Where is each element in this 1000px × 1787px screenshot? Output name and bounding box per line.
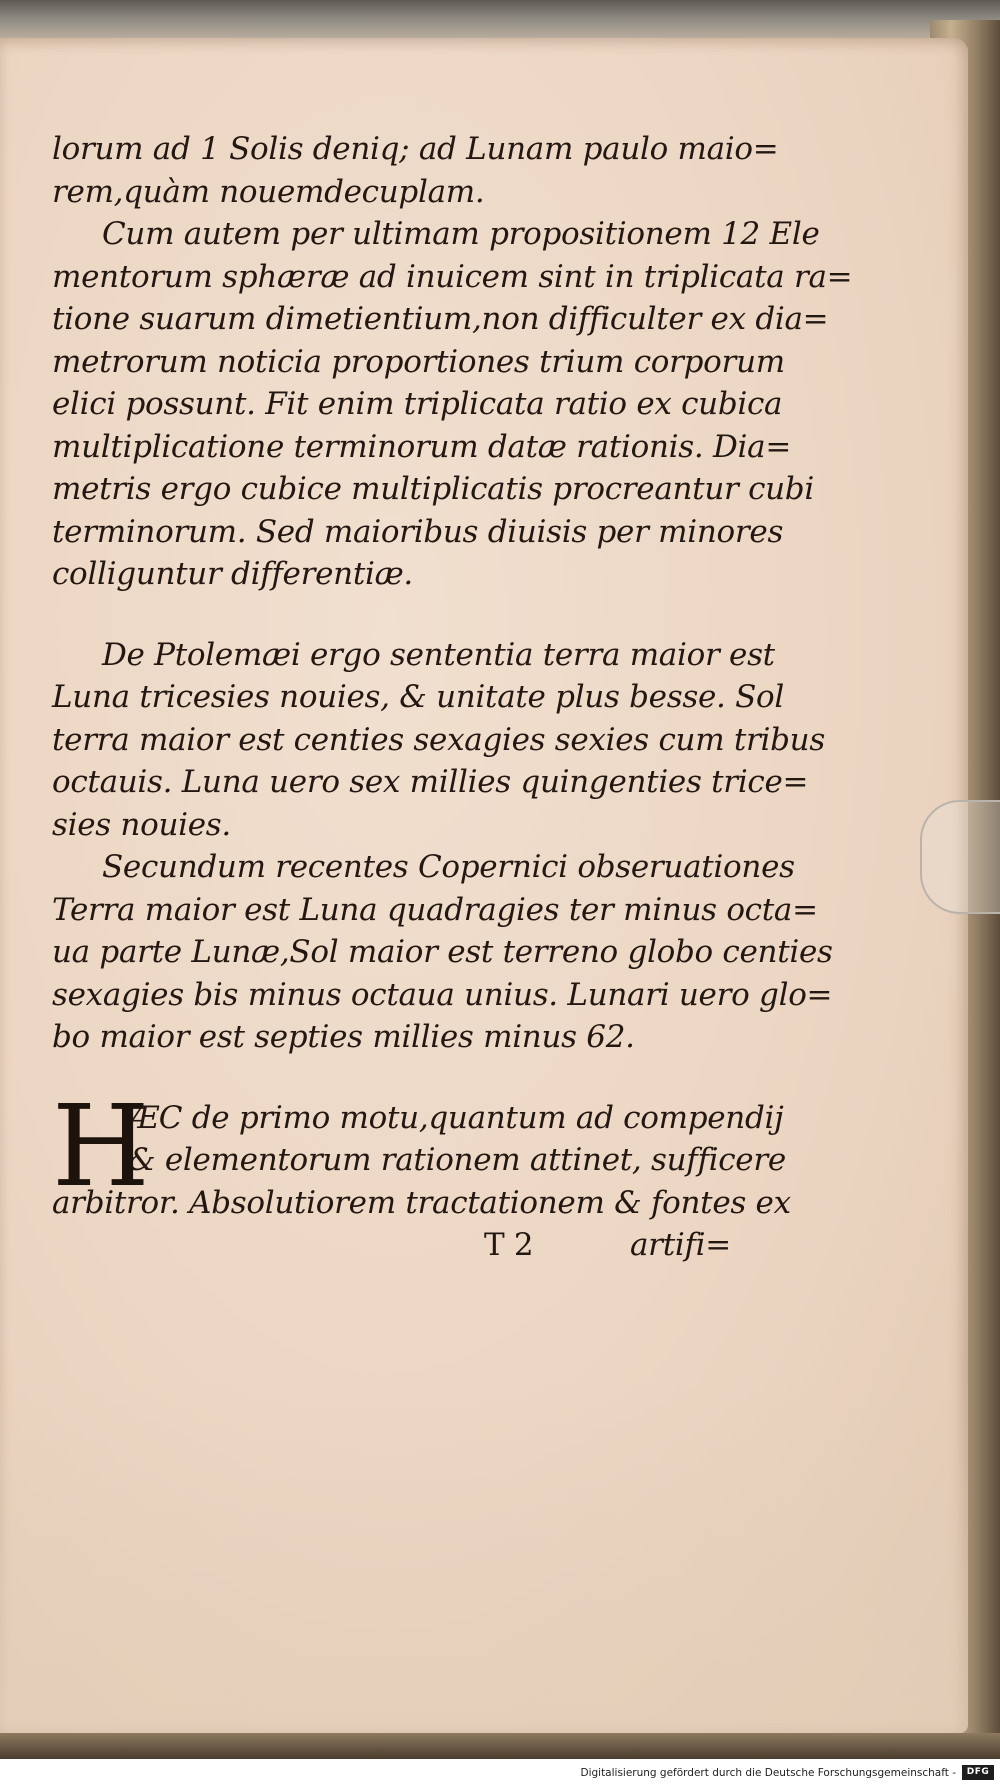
signature-mark: T 2 xyxy=(484,1227,534,1263)
drop-cap-paragraph xyxy=(52,1081,791,1225)
text-line: Terra maior est Luna quadragies ter minus octa= xyxy=(52,891,818,928)
text-line: tione suarum dimetientium,non difficulter ex dia= xyxy=(52,301,829,337)
text-line: metrorum noticia proportiones trium corporum xyxy=(52,343,785,380)
footer-credit-text: Digitalisierung gefördert durch die Deutsche Forschungsgemeinschaft - xyxy=(580,1767,956,1779)
paragraph-gap xyxy=(52,1059,732,1097)
catchword: artifi= xyxy=(630,1227,731,1263)
drop-cap-initial: H xyxy=(52,1081,150,1212)
text-line: sies nouies. xyxy=(52,806,231,843)
text-line: colliguntur differentiæ. xyxy=(52,556,413,592)
text-line: mentorum sphæræ ad inuicem sint in triplicata ra= xyxy=(52,258,853,295)
text-line: sexagies bis minus octaua unius. Lunari uero glo= xyxy=(52,976,833,1013)
text-line: Secundum recentes Copernici obseruationes xyxy=(102,849,795,885)
text-line: Cum autem per ultimam propositionem 12 Ele xyxy=(102,216,820,252)
text-line: elici possunt. Fit enim triplicata ratio ex cubica xyxy=(52,386,783,422)
page-bottom-edge xyxy=(0,1733,1000,1759)
page-lower-area xyxy=(0,1378,968,1733)
text-line: multiplicatione terminorum datæ rationis. Dia= xyxy=(52,428,791,465)
digitization-footer xyxy=(0,1759,1000,1787)
text-line: De Ptolemæi ergo sententia terra maior est xyxy=(102,636,775,673)
text-line: & elementorum rationem attinet, sufficere xyxy=(128,1142,786,1178)
page-top-edge xyxy=(0,0,1000,38)
page-clip xyxy=(920,800,1000,914)
text-line: bo maior est septies millies minus 62. xyxy=(52,1019,635,1055)
text-line: ÆC de primo motu,quantum ad compendij xyxy=(128,1099,784,1136)
text-line: octauis. Luna uero sex millies quingenties trice= xyxy=(52,764,809,800)
text-line: terra maior est centies sexagies sexies cum tribus xyxy=(52,721,825,758)
text-line: terminorum. Sed maioribus diuisis per minores xyxy=(52,513,784,550)
text-line: Luna tricesies nouies, & unitate plus besse. Sol xyxy=(52,679,785,715)
paragraph-gap xyxy=(52,596,732,634)
text-line: lorum ad 1 Solis deniq; ad Lunam paulo maio= xyxy=(52,131,779,167)
dfg-logo: DFG xyxy=(962,1765,994,1780)
text-line: metris ergo cubice multiplicatis procreantur cubi xyxy=(52,471,814,507)
text-line: arbitror. Absolutiorem tractationem & fontes ex xyxy=(52,1184,791,1221)
page-foot-line xyxy=(52,1224,732,1267)
text-line: ua parte Lunæ,Sol maior est terreno globo centies xyxy=(52,934,833,970)
page-text xyxy=(52,128,853,1267)
text-line: rem,quàm nouemdecuplam. xyxy=(52,173,485,210)
